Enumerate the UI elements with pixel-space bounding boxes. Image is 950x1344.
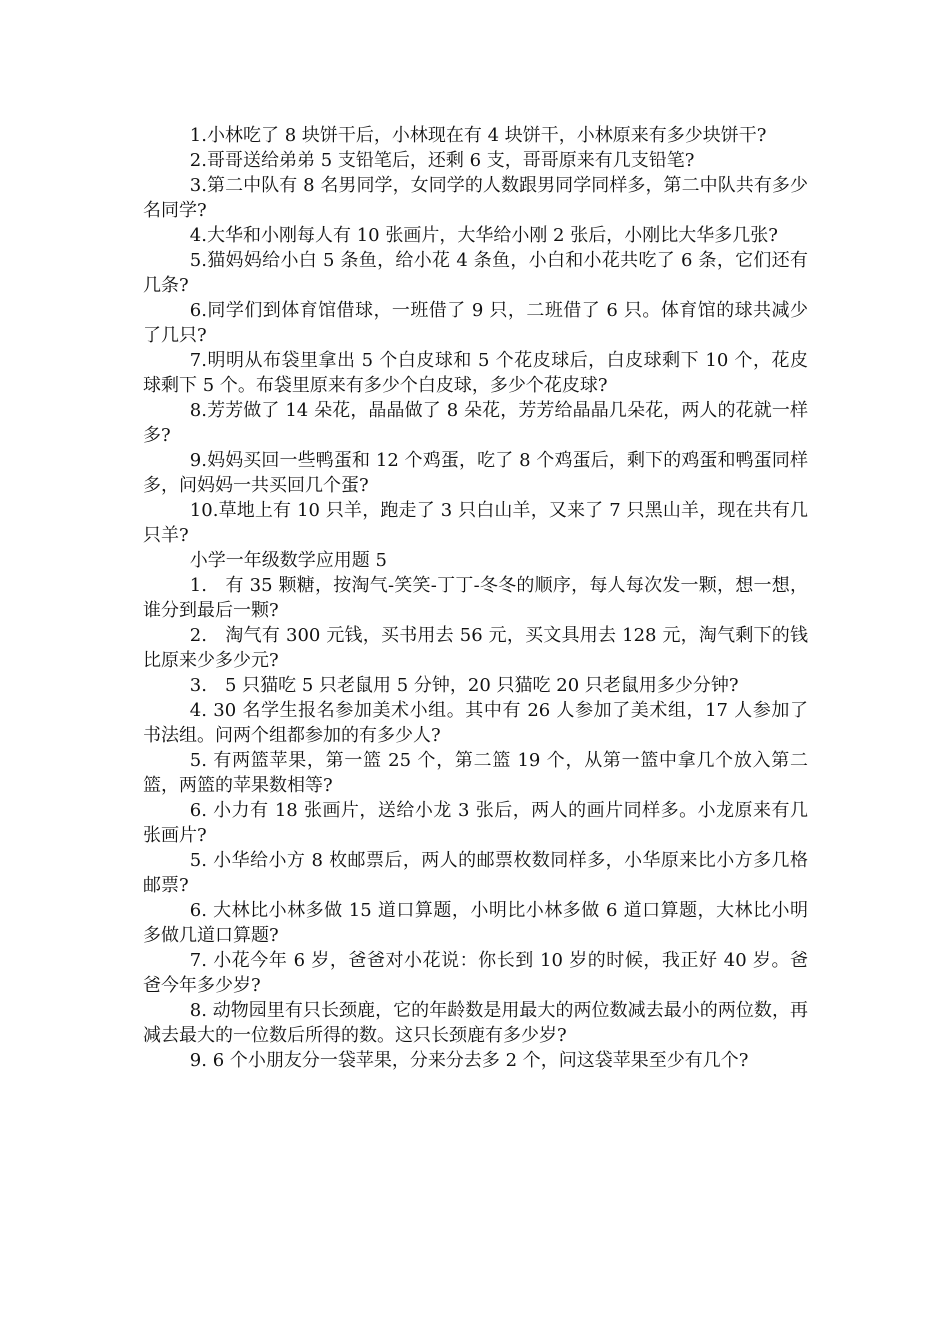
problem-4: 4. 30 名学生报名参加美术小组。其中有 26 人参加了美术组，17 人参加了书法组。问两个组都参加的有多少人?	[143, 700, 808, 746]
problem-6b: 6. 大林比小林多做 15 道口算题，小明比小林多做 6 道口算题，大林比小明多做几道口算题?	[143, 900, 808, 946]
question-9: 9.妈妈买回一些鸭蛋和 12 个鸡蛋，吃了 8 个鸡蛋后，剩下的鸡蛋和鸭蛋同样多，问妈妈一共买回几个蛋?	[143, 450, 808, 496]
question-6: 6.同学们到体育馆借球，一班借了 9 只，二班借了 6 只。体育馆的球共减少了几只?	[143, 300, 808, 346]
problem-8: 8. 动物园里有只长颈鹿，它的年龄数是用最大的两位数减去最小的两位数，再减去最大的一位数后所得的数。这只长颈鹿有多少岁?	[143, 1000, 808, 1046]
question-3: 3.第二中队有 8 名男同学，女同学的人数跟男同学同样多，第二中队共有多少名同学?	[143, 175, 808, 221]
document-body	[143, 123, 808, 1073]
question-7: 7.明明从布袋里拿出 5 个白皮球和 5 个花皮球后，白皮球剩下 10 个，花皮球剩下 5 个。布袋里原来有多少个白皮球，多少个花皮球?	[143, 350, 808, 396]
problem-5: 5. 有两篮苹果，第一篮 25 个，第二篮 19 个，从第一篮中拿几个放入第二篮，两篮的苹果数相等?	[143, 750, 808, 796]
problem-6: 6. 小力有 18 张画片，送给小龙 3 张后，两人的画片同样多。小龙原来有几张画片?	[143, 800, 808, 846]
problem-9: 9. 6 个小朋友分一袋苹果，分来分去多 2 个，问这袋苹果至少有几个?	[189, 1050, 749, 1071]
problem-5b: 5. 小华给小方 8 枚邮票后，两人的邮票枚数同样多，小华原来比小方多几格邮票?	[143, 850, 808, 896]
question-1: 1.小林吃了 8 块饼干后，小林现在有 4 块饼干，小林原来有多少块饼干?	[189, 125, 767, 146]
problem-2: 2. 淘气有 300 元钱，买书用去 56 元，买文具用去 128 元，淘气剩下的钱比原来少多少元?	[143, 625, 808, 671]
question-2: 2.哥哥送给弟弟 5 支铅笔后，还剩 6 支，哥哥原来有几支铅笔?	[189, 150, 695, 171]
question-10: 10.草地上有 10 只羊，跑走了 3 只白山羊，又来了 7 只黑山羊，现在共有几只羊?	[143, 500, 808, 546]
problem-3: 3. 5 只猫吃 5 只老鼠用 5 分钟，20 只猫吃 20 只老鼠用多少分钟?	[189, 675, 739, 696]
problem-7: 7. 小花今年 6 岁，爸爸对小花说：你长到 10 岁的时候，我正好 40 岁。爸爸今年多少岁?	[143, 950, 808, 996]
question-5: 5.猫妈妈给小白 5 条鱼，给小花 4 条鱼，小白和小花共吃了 6 条，它们还有几条?	[143, 250, 808, 296]
problem-1: 1. 有 35 颗糖，按淘气-笑笑-丁丁-冬冬的顺序，每人每次发一颗，想一想，谁分到最后一颗?	[143, 575, 808, 621]
section-title: 小学一年级数学应用题 5	[189, 550, 387, 571]
question-8: 8.芳芳做了 14 朵花，晶晶做了 8 朵花，芳芳给晶晶几朵花，两人的花就一样多?	[143, 400, 808, 446]
question-4: 4.大华和小刚每人有 10 张画片，大华给小刚 2 张后，小刚比大华多几张?	[189, 225, 778, 246]
